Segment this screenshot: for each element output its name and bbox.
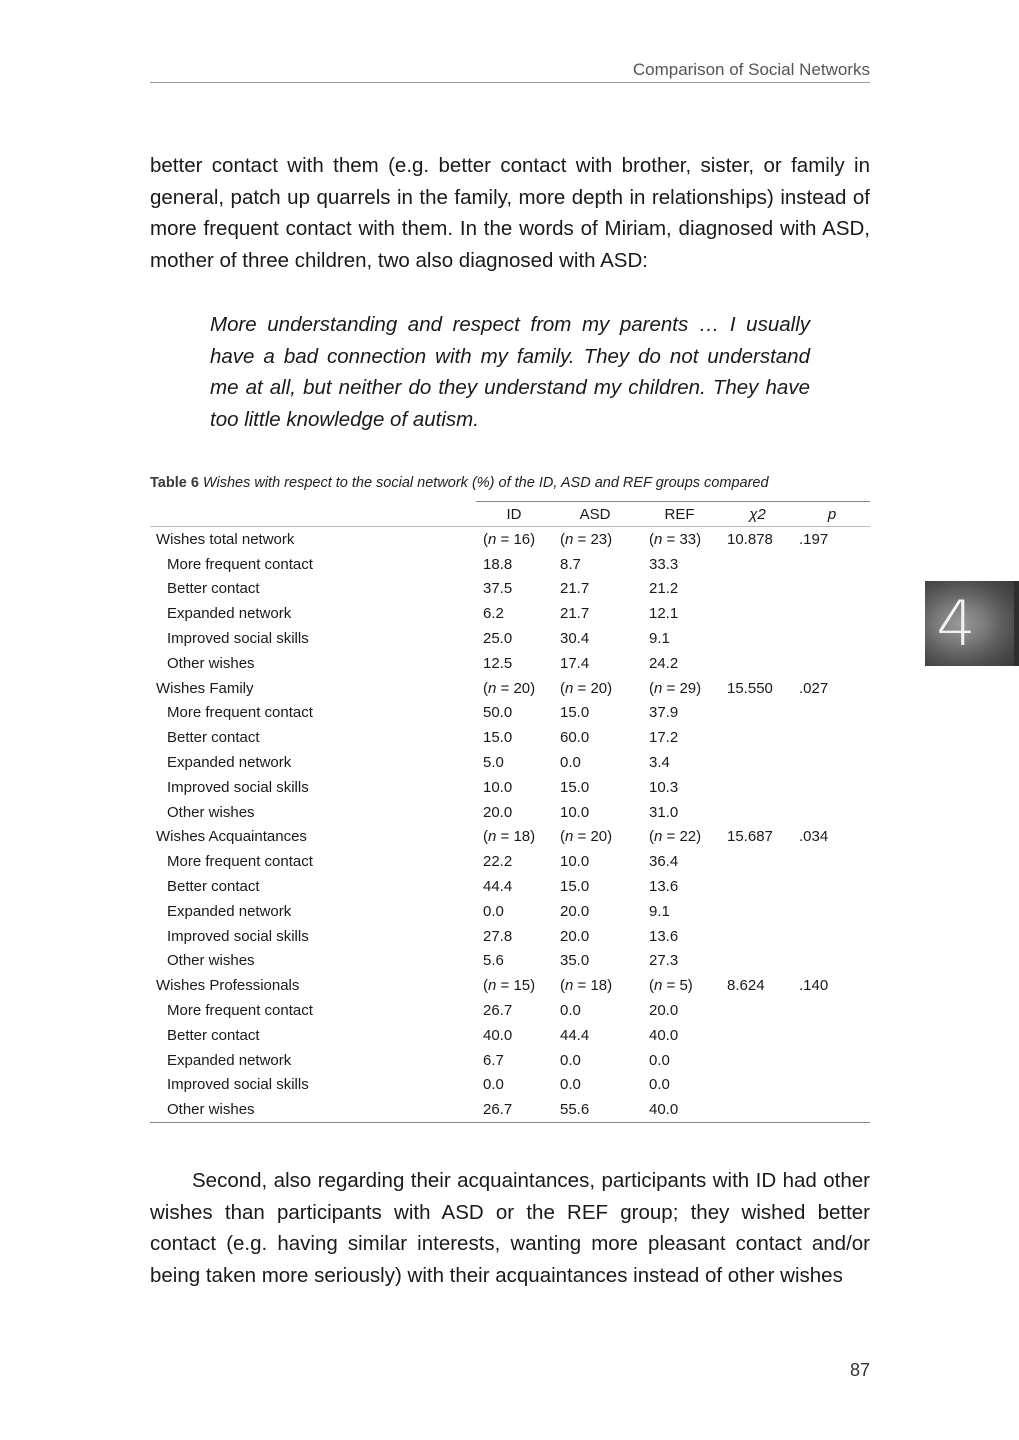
row-label: Better contact xyxy=(167,878,260,896)
cell-ref: 9.1 xyxy=(649,902,670,920)
table-row xyxy=(150,998,870,1023)
cell-asd: 44.4 xyxy=(560,1026,590,1044)
cell-id: (n = 15) xyxy=(483,977,536,995)
table-row xyxy=(150,1097,870,1122)
cell-p xyxy=(794,626,870,651)
block-quote: More understanding and respect from my parents … I usually have a bad connection with my family. They do not understand me at all, but neither do they understand my children. They have too little knowledge of autism. xyxy=(210,313,810,431)
table-group-row xyxy=(150,973,870,998)
cell-chi2 xyxy=(721,924,794,949)
row-label: Improved social skills xyxy=(167,927,309,945)
cell-p xyxy=(794,601,870,626)
cell-chi2 xyxy=(721,899,794,924)
table-body xyxy=(150,527,870,1123)
cell-id: (n = 16) xyxy=(483,530,536,548)
cell-ref: (n = 5) xyxy=(649,977,693,995)
cell-id: 25.0 xyxy=(483,630,513,648)
cell-ref: 9.1 xyxy=(649,630,670,648)
cell-asd: 20.0 xyxy=(560,902,590,920)
table-row xyxy=(150,750,870,775)
table-row xyxy=(150,701,870,726)
row-label: Wishes total network xyxy=(156,530,295,548)
table-row xyxy=(150,577,870,602)
cell-p xyxy=(794,924,870,949)
header-cell-chi2: χ2 xyxy=(721,502,794,527)
row-label: More frequent contact xyxy=(167,704,313,722)
cell-id: 6.2 xyxy=(483,605,504,623)
header-cell-id: ID xyxy=(476,502,552,527)
table-caption xyxy=(150,473,870,493)
cell-chi2: 8.624 xyxy=(727,977,765,995)
cell-chi2 xyxy=(721,775,794,800)
cell-chi2 xyxy=(721,626,794,651)
cell-ref: 3.4 xyxy=(649,754,670,772)
row-label: Other wishes xyxy=(167,654,255,672)
cell-id: 15.0 xyxy=(483,729,513,747)
header-cell-asd: ASD xyxy=(552,502,638,527)
row-label: Other wishes xyxy=(150,1097,476,1122)
cell-ref: 0.0 xyxy=(649,1051,670,1069)
cell-chi2 xyxy=(721,1073,794,1098)
cell-ref: 37.9 xyxy=(649,704,679,722)
cell-chi2: 15.550 xyxy=(727,679,773,697)
table-header-row xyxy=(150,502,870,527)
cell-p xyxy=(794,651,870,676)
cell-ref: 36.4 xyxy=(649,853,679,871)
table-group-row xyxy=(150,527,870,552)
cell-id: 12.5 xyxy=(483,654,513,672)
cell-chi2 xyxy=(721,750,794,775)
table-row xyxy=(150,1073,870,1098)
row-label: Improved social skills xyxy=(167,778,309,796)
chapter-tab xyxy=(925,581,1019,666)
cell-asd: 0.0 xyxy=(560,1051,581,1069)
page-number: 87 xyxy=(849,1360,870,1380)
row-label: Improved social skills xyxy=(167,1076,309,1094)
row-label: Expanded network xyxy=(167,754,292,772)
row-label: Other wishes xyxy=(167,952,255,970)
cell-ref: (n = 22) xyxy=(649,828,702,846)
cell-asd: 15.0 xyxy=(560,704,590,722)
cell-ref: 40.0 xyxy=(649,1026,679,1044)
row-label: Better contact xyxy=(167,1026,260,1044)
cell-ref: 12.1 xyxy=(649,605,679,623)
row-label: More frequent contact xyxy=(167,1002,313,1020)
running-header xyxy=(150,58,870,83)
cell-asd: 15.0 xyxy=(560,878,590,896)
cell-ref: 27.3 xyxy=(649,952,679,970)
cell-asd: 10.0 xyxy=(560,853,590,871)
cell-chi2 xyxy=(721,800,794,825)
table-caption-label: Table 6 xyxy=(150,475,199,491)
cell-p xyxy=(794,1097,870,1122)
table-row xyxy=(150,1023,870,1048)
cell-id: 5.0 xyxy=(483,754,504,772)
cell-asd: 55.6 xyxy=(552,1097,638,1122)
running-title: Comparison of Social Networks xyxy=(632,60,870,79)
cell-id: 22.2 xyxy=(483,853,513,871)
cell-chi2 xyxy=(721,949,794,974)
cell-p xyxy=(794,552,870,577)
cell-asd: 21.7 xyxy=(560,605,590,623)
cell-p xyxy=(794,775,870,800)
cell-id: (n = 18) xyxy=(483,828,536,846)
body-paragraph-2: Second, also regarding their acquaintances, participants with ID had other wishes than participants with ASD or the REF group; they wished better contact (e.g. having similar interests, wanting more pleasant contact and/or being taken more seriously) with their acquaintances instead of other wishes xyxy=(150,1169,870,1287)
cell-id: 0.0 xyxy=(483,902,504,920)
cell-ref: 40.0 xyxy=(638,1097,721,1122)
cell-chi2 xyxy=(721,1048,794,1073)
cell-chi2: 15.687 xyxy=(727,828,773,846)
cell-chi2 xyxy=(721,725,794,750)
cell-p: .027 xyxy=(799,679,829,697)
cell-p xyxy=(794,800,870,825)
header-cell-ref: REF xyxy=(638,502,721,527)
cell-p xyxy=(794,899,870,924)
row-label: More frequent contact xyxy=(167,853,313,871)
table-row xyxy=(150,725,870,750)
cell-asd: (n = 20) xyxy=(560,828,613,846)
cell-id: 20.0 xyxy=(483,803,513,821)
row-label: Expanded network xyxy=(167,605,292,623)
cell-p xyxy=(794,577,870,602)
row-label: More frequent contact xyxy=(167,555,313,573)
cell-p: .197 xyxy=(799,530,829,548)
row-label: Improved social skills xyxy=(167,630,309,648)
cell-id: 27.8 xyxy=(483,927,513,945)
cell-asd: 0.0 xyxy=(560,1076,581,1094)
cell-asd: (n = 23) xyxy=(560,530,613,548)
cell-asd: (n = 20) xyxy=(560,679,613,697)
cell-ref: (n = 33) xyxy=(649,530,702,548)
cell-asd: 17.4 xyxy=(560,654,590,672)
table-row xyxy=(150,949,870,974)
cell-ref: 13.6 xyxy=(649,878,679,896)
cell-p xyxy=(794,1023,870,1048)
cell-ref: 21.2 xyxy=(649,580,679,598)
row-label: Wishes Family xyxy=(156,679,254,697)
row-label: Better contact xyxy=(167,729,260,747)
table-row xyxy=(150,1048,870,1073)
cell-id: 50.0 xyxy=(483,704,513,722)
cell-p xyxy=(794,701,870,726)
row-label: Expanded network xyxy=(167,1051,292,1069)
cell-ref: 33.3 xyxy=(649,555,679,573)
cell-chi2 xyxy=(721,651,794,676)
table-row xyxy=(150,651,870,676)
cell-id: 26.7 xyxy=(476,1097,552,1122)
cell-chi2 xyxy=(721,577,794,602)
cell-p: .140 xyxy=(799,977,829,995)
header-cell-label xyxy=(150,502,476,527)
table-row xyxy=(150,849,870,874)
cell-p xyxy=(794,849,870,874)
cell-p xyxy=(794,998,870,1023)
chapter-number: 4 xyxy=(936,587,976,660)
cell-p xyxy=(794,750,870,775)
cell-p xyxy=(794,874,870,899)
cell-ref: 10.3 xyxy=(649,778,679,796)
table-row xyxy=(150,552,870,577)
cell-id: 10.0 xyxy=(483,778,513,796)
row-label: Wishes Acquaintances xyxy=(156,828,307,846)
table-row xyxy=(150,874,870,899)
cell-asd: 21.7 xyxy=(560,580,590,598)
cell-id: 44.4 xyxy=(483,878,513,896)
cell-ref: 17.2 xyxy=(649,729,679,747)
data-table xyxy=(150,501,870,1123)
cell-id: 37.5 xyxy=(483,580,513,598)
table-row xyxy=(150,924,870,949)
wishes-table xyxy=(150,501,870,1123)
cell-p xyxy=(794,1048,870,1073)
table-group-row xyxy=(150,676,870,701)
cell-chi2 xyxy=(721,849,794,874)
cell-chi2: 10.878 xyxy=(727,530,773,548)
cell-ref: 20.0 xyxy=(649,1002,679,1020)
cell-id: 40.0 xyxy=(483,1026,513,1044)
cell-chi2 xyxy=(721,998,794,1023)
cell-chi2 xyxy=(721,1023,794,1048)
cell-asd: 30.4 xyxy=(560,630,590,648)
cell-asd: 10.0 xyxy=(560,803,590,821)
cell-asd: 35.0 xyxy=(560,952,590,970)
cell-p xyxy=(794,1073,870,1098)
cell-chi2 xyxy=(721,874,794,899)
cell-id: 6.7 xyxy=(483,1051,504,1069)
row-label: Other wishes xyxy=(167,803,255,821)
cell-asd: 0.0 xyxy=(560,1002,581,1020)
cell-ref: (n = 29) xyxy=(649,679,702,697)
cell-id: 18.8 xyxy=(483,555,513,573)
cell-asd: (n = 18) xyxy=(560,977,613,995)
cell-chi2 xyxy=(721,1097,794,1122)
cell-asd: 20.0 xyxy=(560,927,590,945)
cell-id: 0.0 xyxy=(483,1076,504,1094)
cell-id: 26.7 xyxy=(483,1002,513,1020)
body-paragraph-1: better contact with them (e.g. better contact with brother, sister, or family in general, patch up quarrels in the family, more depth in relationships) instead of more frequent contact with them. In the words of Miriam, diagnosed with ASD, mother of three children, two also diagnosed with ASD: xyxy=(150,154,870,272)
cell-ref: 31.0 xyxy=(649,803,679,821)
cell-asd: 8.7 xyxy=(560,555,581,573)
cell-id: 5.6 xyxy=(483,952,504,970)
table-row xyxy=(150,899,870,924)
cell-ref: 13.6 xyxy=(649,927,679,945)
cell-p xyxy=(794,725,870,750)
cell-asd: 15.0 xyxy=(560,778,590,796)
table-row xyxy=(150,800,870,825)
table-row xyxy=(150,601,870,626)
cell-chi2 xyxy=(721,552,794,577)
cell-chi2 xyxy=(721,601,794,626)
table-group-row xyxy=(150,825,870,850)
cell-ref: 0.0 xyxy=(649,1076,670,1094)
cell-p: .034 xyxy=(799,828,829,846)
cell-asd: 0.0 xyxy=(560,754,581,772)
cell-id: (n = 20) xyxy=(483,679,536,697)
cell-asd: 60.0 xyxy=(560,729,590,747)
row-label: Better contact xyxy=(167,580,260,598)
cell-p xyxy=(794,949,870,974)
header-cell-p: p xyxy=(794,502,870,527)
table-caption-text: Wishes with respect to the social network (%) of the ID, ASD and REF groups compared xyxy=(202,475,769,491)
row-label: Expanded network xyxy=(167,902,292,920)
cell-chi2 xyxy=(721,701,794,726)
row-label: Wishes Professionals xyxy=(156,977,300,995)
table-row xyxy=(150,626,870,651)
cell-ref: 24.2 xyxy=(649,654,679,672)
table-row xyxy=(150,775,870,800)
